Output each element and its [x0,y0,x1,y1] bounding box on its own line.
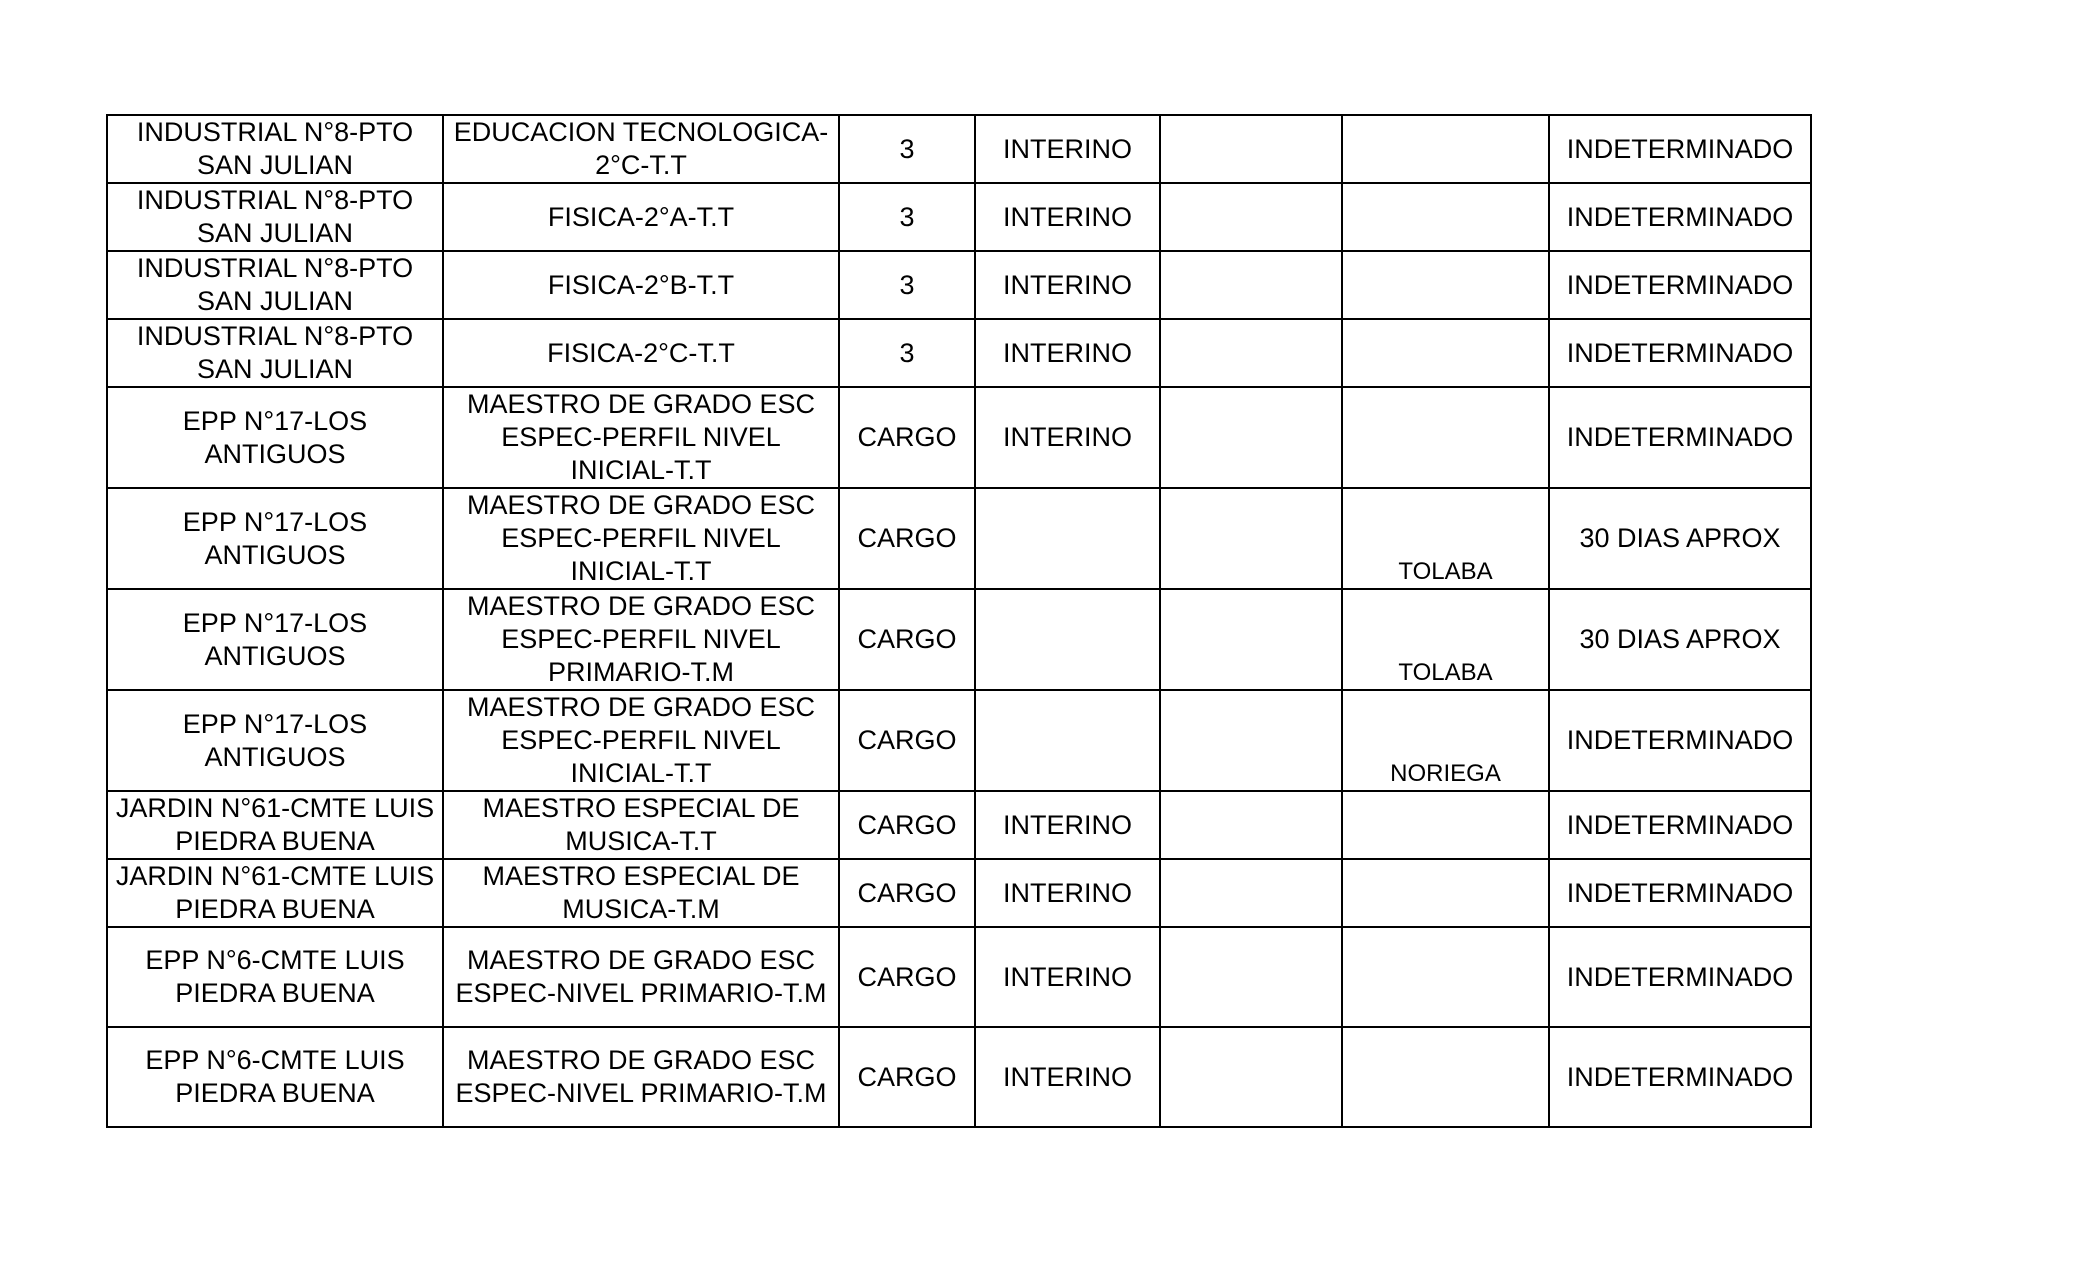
school-text: INDUSTRIAL N°8-PTO SAN JULIAN [136,321,414,384]
notes-cell [1342,387,1549,488]
hours-text: CARGO [857,809,957,840]
duration-text: INDETERMINADO [1566,809,1794,840]
hours-text: 3 [899,337,915,368]
notes-text: TOLABA [1398,558,1493,585]
subject-cell [443,183,839,251]
duration-cell [1549,251,1811,319]
table-row [107,791,1811,859]
subject-text: MAESTRO DE GRADO ESC ESPEC-NIVEL PRIMARIO-T.M [455,1045,827,1108]
notes-cell [1342,115,1549,183]
hours-cell [839,859,975,927]
school-cell [107,690,443,791]
notes-text: NORIEGA [1390,760,1501,787]
subject-cell [443,927,839,1027]
subject-text: FISICA-2°A-T.T [547,201,735,232]
table-row [107,927,1811,1027]
subject-cell [443,859,839,927]
school-text: JARDIN N°61-CMTE LUIS PIEDRA BUENA [115,861,435,924]
status-cell [975,319,1160,387]
table-row [107,690,1811,791]
school-text: EPP N°17-LOS ANTIGUOS [182,708,368,772]
hours-text: CARGO [857,624,957,654]
hours-text: CARGO [857,1061,957,1092]
subject-cell [443,251,839,319]
subject-cell [443,589,839,690]
subject-text: FISICA-2°B-T.T [547,269,735,300]
hours-cell [839,183,975,251]
subject-text: EDUCACION TECNOLOGICA-2°C-T.T [453,117,829,180]
hours-cell [839,927,975,1027]
duration-text: 30 DIAS APROX [1579,624,1781,654]
duration-text: INDETERMINADO [1566,725,1794,755]
school-text: INDUSTRIAL N°8-PTO SAN JULIAN [136,185,414,248]
table-row [107,589,1811,690]
hours-text: CARGO [857,422,957,452]
hours-cell [839,690,975,791]
subject-text: MAESTRO ESPECIAL DE MUSICA-T.T [482,793,800,856]
status-text: INTERINO [1002,1061,1132,1092]
school-cell [107,183,443,251]
hours-text: 3 [899,201,915,232]
hours-cell [839,589,975,690]
subject-cell [443,1027,839,1127]
subject-text: MAESTRO DE GRADO ESC ESPEC-PERFIL NIVEL PRIMARIO-T.M [466,591,816,687]
table-row [107,1027,1811,1127]
duration-text: INDETERMINADO [1566,337,1794,368]
school-text: EPP N°6-CMTE LUIS PIEDRA BUENA [145,1045,405,1108]
empty-cell [1160,183,1342,251]
notes-text: TOLABA [1398,659,1493,686]
status-cell [975,791,1160,859]
empty-cell [1160,859,1342,927]
school-cell [107,927,443,1027]
table-row [107,115,1811,183]
table-row [107,859,1811,927]
status-cell [975,1027,1160,1127]
status-cell [975,488,1160,589]
hours-text: 3 [899,133,915,164]
table-row [107,251,1811,319]
duration-text: INDETERMINADO [1566,961,1794,992]
hours-cell [839,791,975,859]
empty-cell [1160,115,1342,183]
notes-cell [1342,1027,1549,1127]
status-text: INTERINO [1002,269,1132,300]
duration-text: INDETERMINADO [1566,877,1794,908]
duration-text: INDETERMINADO [1566,269,1794,300]
empty-cell [1160,589,1342,690]
status-text: INTERINO [1002,877,1132,908]
status-cell [975,690,1160,791]
notes-cell [1342,251,1549,319]
school-text: EPP N°17-LOS ANTIGUOS [182,607,368,671]
status-text: INTERINO [1002,201,1132,232]
status-text: INTERINO [1002,809,1132,840]
table-row [107,488,1811,589]
hours-cell [839,1027,975,1127]
duration-cell [1549,183,1811,251]
subject-text: MAESTRO DE GRADO ESC ESPEC-NIVEL PRIMARIO-T.M [455,945,827,1008]
school-cell [107,115,443,183]
duration-cell [1549,791,1811,859]
duration-text: INDETERMINADO [1566,422,1794,452]
school-text: EPP N°6-CMTE LUIS PIEDRA BUENA [145,945,405,1008]
subject-cell [443,319,839,387]
notes-cell [1342,859,1549,927]
empty-cell [1160,488,1342,589]
school-text: INDUSTRIAL N°8-PTO SAN JULIAN [136,253,414,316]
empty-cell [1160,791,1342,859]
notes-cell [1342,319,1549,387]
empty-cell [1160,387,1342,488]
status-text: INTERINO [1002,337,1132,368]
empty-cell [1160,690,1342,791]
subject-cell [443,115,839,183]
status-text: INTERINO [1002,133,1132,164]
empty-cell [1160,927,1342,1027]
hours-text: 3 [899,269,915,300]
hours-text: CARGO [857,725,957,755]
hours-text: CARGO [857,961,957,992]
duration-text: INDETERMINADO [1566,201,1794,232]
duration-cell [1549,927,1811,1027]
status-text: INTERINO [1002,422,1132,452]
duration-cell [1549,115,1811,183]
school-cell [107,488,443,589]
notes-cell [1342,791,1549,859]
hours-cell [839,319,975,387]
subject-text: MAESTRO DE GRADO ESC ESPEC-PERFIL NIVEL INICIAL-T.T [466,490,816,586]
empty-cell [1160,319,1342,387]
school-text: JARDIN N°61-CMTE LUIS PIEDRA BUENA [115,793,435,856]
hours-cell [839,488,975,589]
subject-text: MAESTRO DE GRADO ESC ESPEC-PERFIL NIVEL INICIAL-T.T [466,389,816,485]
hours-text: CARGO [857,877,957,908]
subject-cell [443,791,839,859]
vacancies-table [106,114,1812,1128]
hours-cell [839,387,975,488]
school-cell [107,319,443,387]
table-row [107,319,1811,387]
subject-text: FISICA-2°C-T.T [547,337,735,368]
notes-cell [1342,589,1549,690]
school-cell [107,859,443,927]
hours-cell [839,251,975,319]
duration-cell [1549,1027,1811,1127]
table-row [107,387,1811,488]
school-cell [107,1027,443,1127]
status-cell [975,387,1160,488]
status-cell [975,859,1160,927]
status-cell [975,589,1160,690]
empty-cell [1160,1027,1342,1127]
duration-cell [1549,859,1811,927]
duration-text: 30 DIAS APROX [1579,523,1781,553]
school-text: INDUSTRIAL N°8-PTO SAN JULIAN [136,117,414,180]
notes-cell [1342,927,1549,1027]
duration-cell [1549,319,1811,387]
status-text: INTERINO [1002,961,1132,992]
hours-text: CARGO [857,523,957,553]
status-cell [975,927,1160,1027]
subject-cell [443,690,839,791]
notes-cell [1342,690,1549,791]
duration-text: INDETERMINADO [1566,1061,1794,1092]
school-cell [107,589,443,690]
duration-cell [1549,488,1811,589]
school-text: EPP N°17-LOS ANTIGUOS [182,405,368,469]
subject-text: MAESTRO DE GRADO ESC ESPEC-PERFIL NIVEL INICIAL-T.T [466,692,816,788]
status-cell [975,183,1160,251]
school-cell [107,387,443,488]
status-cell [975,251,1160,319]
duration-cell [1549,690,1811,791]
school-text: EPP N°17-LOS ANTIGUOS [182,506,368,570]
subject-cell [443,488,839,589]
duration-text: INDETERMINADO [1566,133,1794,164]
duration-cell [1549,387,1811,488]
subject-cell [443,387,839,488]
notes-cell [1342,183,1549,251]
school-cell [107,251,443,319]
table-row [107,183,1811,251]
duration-cell [1549,589,1811,690]
school-cell [107,791,443,859]
hours-cell [839,115,975,183]
table-body [107,115,1811,1127]
status-cell [975,115,1160,183]
empty-cell [1160,251,1342,319]
subject-text: MAESTRO ESPECIAL DE MUSICA-T.M [482,861,800,924]
notes-cell [1342,488,1549,589]
